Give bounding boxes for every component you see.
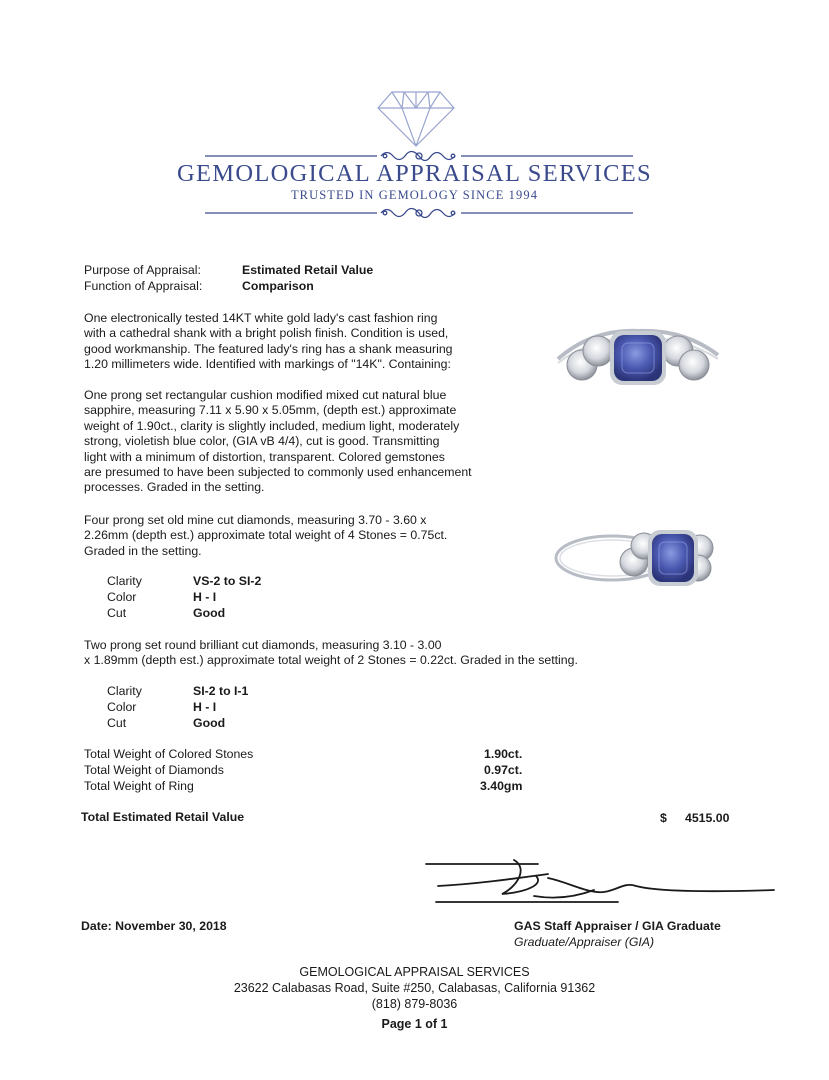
function-value: Comparison bbox=[242, 279, 314, 293]
appraiser-subtitle: Graduate/Appraiser (GIA) bbox=[514, 935, 655, 949]
round-color-label: Color bbox=[107, 700, 137, 714]
old-mine-color-label: Color bbox=[107, 590, 137, 604]
total-diamonds-value: 0.97ct. bbox=[484, 763, 523, 777]
text-line: One electronically tested 14KT white gold lady's cast fashion ring bbox=[84, 311, 438, 325]
text-line: Graded in the setting. bbox=[84, 543, 202, 558]
text-line: Two prong set round brilliant cut diamonds, measuring 3.10 - 3.00 bbox=[84, 638, 442, 652]
diamond-icon bbox=[374, 88, 458, 150]
old-mine-cut-value: Good bbox=[193, 606, 226, 620]
appraisal-date: Date: November 30, 2018 bbox=[81, 919, 227, 933]
appraiser-signature bbox=[418, 856, 780, 916]
total-colored-value: 1.90ct. bbox=[484, 747, 523, 761]
round-description bbox=[84, 638, 644, 669]
ring-description bbox=[84, 311, 524, 373]
text-line: good workmanship. The featured lady's ring has a shank measuring bbox=[84, 341, 453, 356]
old-mine-cut-label: Cut bbox=[107, 606, 127, 620]
text-line: are presumed to have been subjected to commonly used enhancement bbox=[84, 465, 472, 480]
total-ring-value: 3.40gm bbox=[480, 779, 523, 793]
page-number: Page 1 of 1 bbox=[381, 1017, 448, 1031]
ring-photo-top bbox=[552, 315, 724, 403]
purpose-label: Purpose of Appraisal: bbox=[84, 263, 201, 277]
text-line: strong, violetish blue color, (GIA vB 4/4), cut is good. Transmitting bbox=[84, 434, 440, 449]
estimated-value-amount: 4515.00 bbox=[685, 811, 730, 825]
old-mine-clarity-label: Clarity bbox=[107, 574, 142, 588]
text-line: weight of 1.90ct., clarity is slightly included, medium light, moderately bbox=[84, 418, 460, 433]
currency-symbol: $ bbox=[660, 811, 667, 825]
footer-company: GEMOLOGICAL APPRAISAL SERVICES bbox=[299, 965, 530, 979]
round-color-value: H - I bbox=[193, 700, 217, 714]
total-ring-label: Total Weight of Ring bbox=[84, 779, 194, 793]
text-line: 2.26mm (depth est.) approximate total weight of 4 Stones = 0.75ct. bbox=[84, 528, 448, 543]
appraiser-title: GAS Staff Appraiser / GIA Graduate bbox=[514, 919, 721, 933]
round-clarity-label: Clarity bbox=[107, 684, 142, 698]
text-line: x 1.89mm (depth est.) approximate total weight of 2 Stones = 0.22ct. Graded in the setting. bbox=[84, 653, 578, 668]
footer-address: 23622 Calabasas Road, Suite #250, Calabasas, California 91362 bbox=[233, 981, 596, 995]
sapphire-description bbox=[84, 388, 524, 496]
company-name: GEMOLOGICAL APPRAISAL SERVICES bbox=[177, 160, 652, 187]
text-line: One prong set rectangular cushion modified mixed cut natural blue bbox=[84, 388, 447, 402]
round-clarity-value: SI-2 to I-1 bbox=[193, 684, 249, 698]
round-cut-label: Cut bbox=[107, 716, 127, 730]
purpose-value: Estimated Retail Value bbox=[242, 263, 374, 277]
ring-photo-side bbox=[552, 518, 724, 606]
text-line: with a cathedral shank with a bright polish finish. Condition is used, bbox=[84, 326, 449, 341]
total-diamonds-label: Total Weight of Diamonds bbox=[84, 763, 224, 777]
old-mine-description bbox=[84, 513, 524, 559]
footer-phone: (818) 879-8036 bbox=[371, 997, 458, 1011]
text-line: light with a minimum of distortion, transparent. Colored gemstones bbox=[84, 449, 445, 464]
company-tagline: TRUSTED IN GEMOLOGY SINCE 1994 bbox=[290, 188, 539, 202]
old-mine-clarity-value: VS-2 to SI-2 bbox=[193, 574, 262, 588]
estimated-value-label: Total Estimated Retail Value bbox=[81, 810, 245, 824]
total-colored-label: Total Weight of Colored Stones bbox=[84, 747, 254, 761]
text-line: processes. Graded in the setting. bbox=[84, 480, 265, 495]
bottom-ornament-divider bbox=[205, 203, 633, 223]
function-label: Function of Appraisal: bbox=[84, 279, 203, 293]
round-cut-value: Good bbox=[193, 716, 226, 730]
text-line: 1.20 millimeters wide. Identified with markings of "14K". Containing: bbox=[84, 357, 451, 372]
text-line: Four prong set old mine cut diamonds, measuring 3.70 - 3.60 x bbox=[84, 513, 427, 527]
text-line: sapphire, measuring 7.11 x 5.90 x 5.05mm, (depth est.) approximate bbox=[84, 403, 457, 418]
old-mine-color-value: H - I bbox=[193, 590, 217, 604]
